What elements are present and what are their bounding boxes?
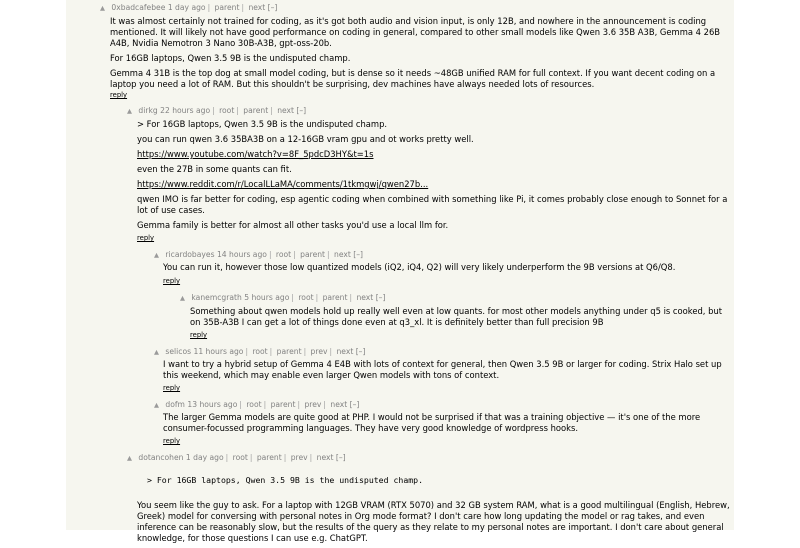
comment-body: [163, 359, 730, 385]
next-link[interactable]: next [–]: [277, 106, 307, 115]
reply-link[interactable]: reply: [163, 384, 181, 392]
comment-header: ▲ dirkg 22 hours ago | root | parent | next [–]: [127, 106, 307, 115]
reply-link[interactable]: reply: [163, 437, 181, 445]
root-link[interactable]: root: [252, 347, 268, 356]
comment-header: ▲ kanemcgrath 5 hours ago | root | parent | next [–]: [180, 293, 386, 302]
parent-link[interactable]: parent: [243, 106, 269, 115]
comment-text: Gemma 4 31B is the top dog at small model coding, but is dense so it needs ~48GB unified RAM for full context. If you want decent coding on a laptop you need a lot of RAM. But this shouldn't be surprising, dev machines have always needed lots of resources.: [110, 68, 716, 89]
root-link[interactable]: root: [246, 400, 262, 409]
parent-link[interactable]: parent: [214, 3, 240, 12]
next-link[interactable]: next [–]: [336, 347, 366, 356]
comment-text: you can run qwen 3.6 35BA3B on a 12-16GB vram gpu and ot works pretty well.: [137, 134, 474, 144]
comment-age[interactable]: 13 hours ago: [187, 400, 238, 409]
next-link[interactable]: next [–]: [356, 293, 386, 302]
next-link[interactable]: next [–]: [316, 453, 346, 462]
quoted-text: > For 16GB laptops, Qwen 3.5 9B is the undisputed champ.: [147, 475, 424, 485]
comment-username[interactable]: 0xbadcafebee: [111, 3, 166, 12]
comment-age[interactable]: 22 hours ago: [160, 106, 211, 115]
comment-text: For 16GB laptops, Qwen 3.5 9B is the undisputed champ.: [110, 53, 351, 63]
comment-header: ▲ selicos 11 hours ago | root | parent | prev | next [–]: [154, 347, 366, 356]
comment-username[interactable]: dirkg: [138, 106, 158, 115]
comment-text: qwen IMO is far better for coding, esp agentic coding when combined with something like Pi, it comes probably close enough to Sonnet for a lot of use cases.: [137, 194, 728, 215]
comment-text: It was almost certainly not trained for coding, as it's got both audio and vision input, is only 12B, and nowhere in the announcement is coding mentioned. It will likely not have good performance on coding in general, compared to other small models like Qwen 3.6 35B A3B, Gemma 4 26B A4B, Nvidia Nemotron 3 Nano 30B-A3B, gpt-oss-20b.: [110, 16, 721, 48]
comment-header: ▲ dotancohen 1 day ago | root | parent | prev | next [–]: [127, 453, 346, 462]
prev-link[interactable]: prev: [290, 453, 308, 462]
comment-age[interactable]: 14 hours ago: [216, 250, 267, 259]
reply-link[interactable]: reply: [137, 234, 155, 242]
comment-body: [163, 412, 730, 438]
reddit-link[interactable]: https://www.reddit.com/r/LocalLLaMA/comments/1tkmgwj/qwen27b...: [137, 179, 429, 189]
comment-body: [190, 306, 730, 332]
comment-text: I want to try a hybrid setup of Gemma 4 E4B with lots of context for general, then Qwen 3.5 9B or larger for coding. Strix Halo set up this weekend, which may enable even larger Qwen models with tons of context.: [163, 359, 722, 380]
parent-link[interactable]: parent: [276, 347, 302, 356]
comment-username[interactable]: kanemcgrath: [191, 293, 242, 302]
parent-link[interactable]: parent: [300, 250, 326, 259]
comment-text: You seem like the guy to ask. For a laptop with 12GB VRAM (RTX 5070) and 32 GB system RAM, what is a good multilingual (English, Hebrew, Greek) model for conversing with personal notes in Org mode format? I don't care how long updating the model or rag takes, and even inference can be reasonably slow, but the results of the query as they relate to my personal notes are important. I don't care about general knowledge, for those questions I can use e.g. ChatGPT.: [137, 500, 730, 543]
comment-text: The larger Gemma models are quite good at PHP. I would not be surprised if that was a training objective — it's one of the more consumer-focussed programming languages. They have very good knowledge of wordpress hooks.: [163, 412, 701, 433]
reply-link[interactable]: reply: [110, 91, 128, 99]
root-link[interactable]: root: [232, 453, 248, 462]
comment-text: You can run it, however those low quantized models (iQ2, iQ4, Q2) will very likely underperform the 9B versions at Q6/Q8.: [163, 262, 676, 272]
upvote-icon[interactable]: ▲: [100, 4, 105, 12]
comment-username[interactable]: ricardobayes: [165, 250, 215, 259]
parent-link[interactable]: parent: [256, 453, 282, 462]
youtube-link[interactable]: https://www.youtube.com/watch?v=8F_5pdcD3HY&t=1s: [137, 149, 374, 159]
comment-username[interactable]: dofm: [165, 400, 185, 409]
upvote-icon[interactable]: ▲: [127, 107, 132, 115]
comment-text: > For 16GB laptops, Qwen 3.5 9B is the undisputed champ.: [137, 119, 388, 129]
prev-link[interactable]: prev: [304, 400, 322, 409]
parent-link[interactable]: parent: [322, 293, 348, 302]
upvote-icon[interactable]: ▲: [154, 401, 159, 409]
comment-age[interactable]: 11 hours ago: [193, 347, 244, 356]
root-link[interactable]: root: [298, 293, 314, 302]
comment-header: ▲ dofm 13 hours ago | root | parent | prev | next [–]: [154, 400, 360, 409]
comment-text: Gemma family is better for almost all other tasks you'd use a local llm for.: [137, 220, 449, 230]
comment-body: [137, 119, 730, 235]
comment-body: [110, 16, 730, 94]
next-link[interactable]: next [–]: [334, 250, 363, 259]
comment-header: ▲ ricardobayes 14 hours ago | root | parent | next [–]: [154, 250, 363, 259]
next-link[interactable]: next [–]: [330, 400, 360, 409]
comment-text: Something about qwen models hold up really well even at low quants. for most other models anything under q5 is cooked, but on 35B-A3B I can get a lot of things done even at q3_xl. It is definitely better than full precision 9B: [190, 306, 723, 327]
comment-age[interactable]: 1 day ago: [185, 453, 224, 462]
parent-link[interactable]: parent: [270, 400, 296, 409]
next-link[interactable]: next [–]: [248, 3, 278, 12]
comment-text: even the 27B in some quants can fit.: [137, 164, 292, 174]
comment-body: [163, 262, 730, 277]
reply-link[interactable]: reply: [190, 331, 208, 339]
root-link[interactable]: root: [275, 250, 292, 259]
comment-username[interactable]: selicos: [165, 347, 192, 356]
upvote-icon[interactable]: ▲: [127, 454, 132, 462]
reply-link[interactable]: reply: [163, 277, 181, 285]
comment-username[interactable]: dotancohen: [138, 453, 184, 462]
upvote-icon[interactable]: ▲: [180, 294, 185, 302]
comment-thread: [66, 0, 734, 543]
prev-link[interactable]: prev: [310, 347, 328, 356]
comment-age[interactable]: 5 hours ago: [244, 293, 290, 302]
upvote-icon[interactable]: ▲: [154, 251, 159, 259]
upvote-icon[interactable]: ▲: [154, 348, 159, 356]
root-link[interactable]: root: [219, 106, 235, 115]
comment-age[interactable]: 1 day ago: [167, 3, 206, 12]
comment-body: [137, 471, 730, 548]
comment-header: ▲ 0xbadcafebee 1 day ago | parent | next [–]: [100, 3, 278, 12]
